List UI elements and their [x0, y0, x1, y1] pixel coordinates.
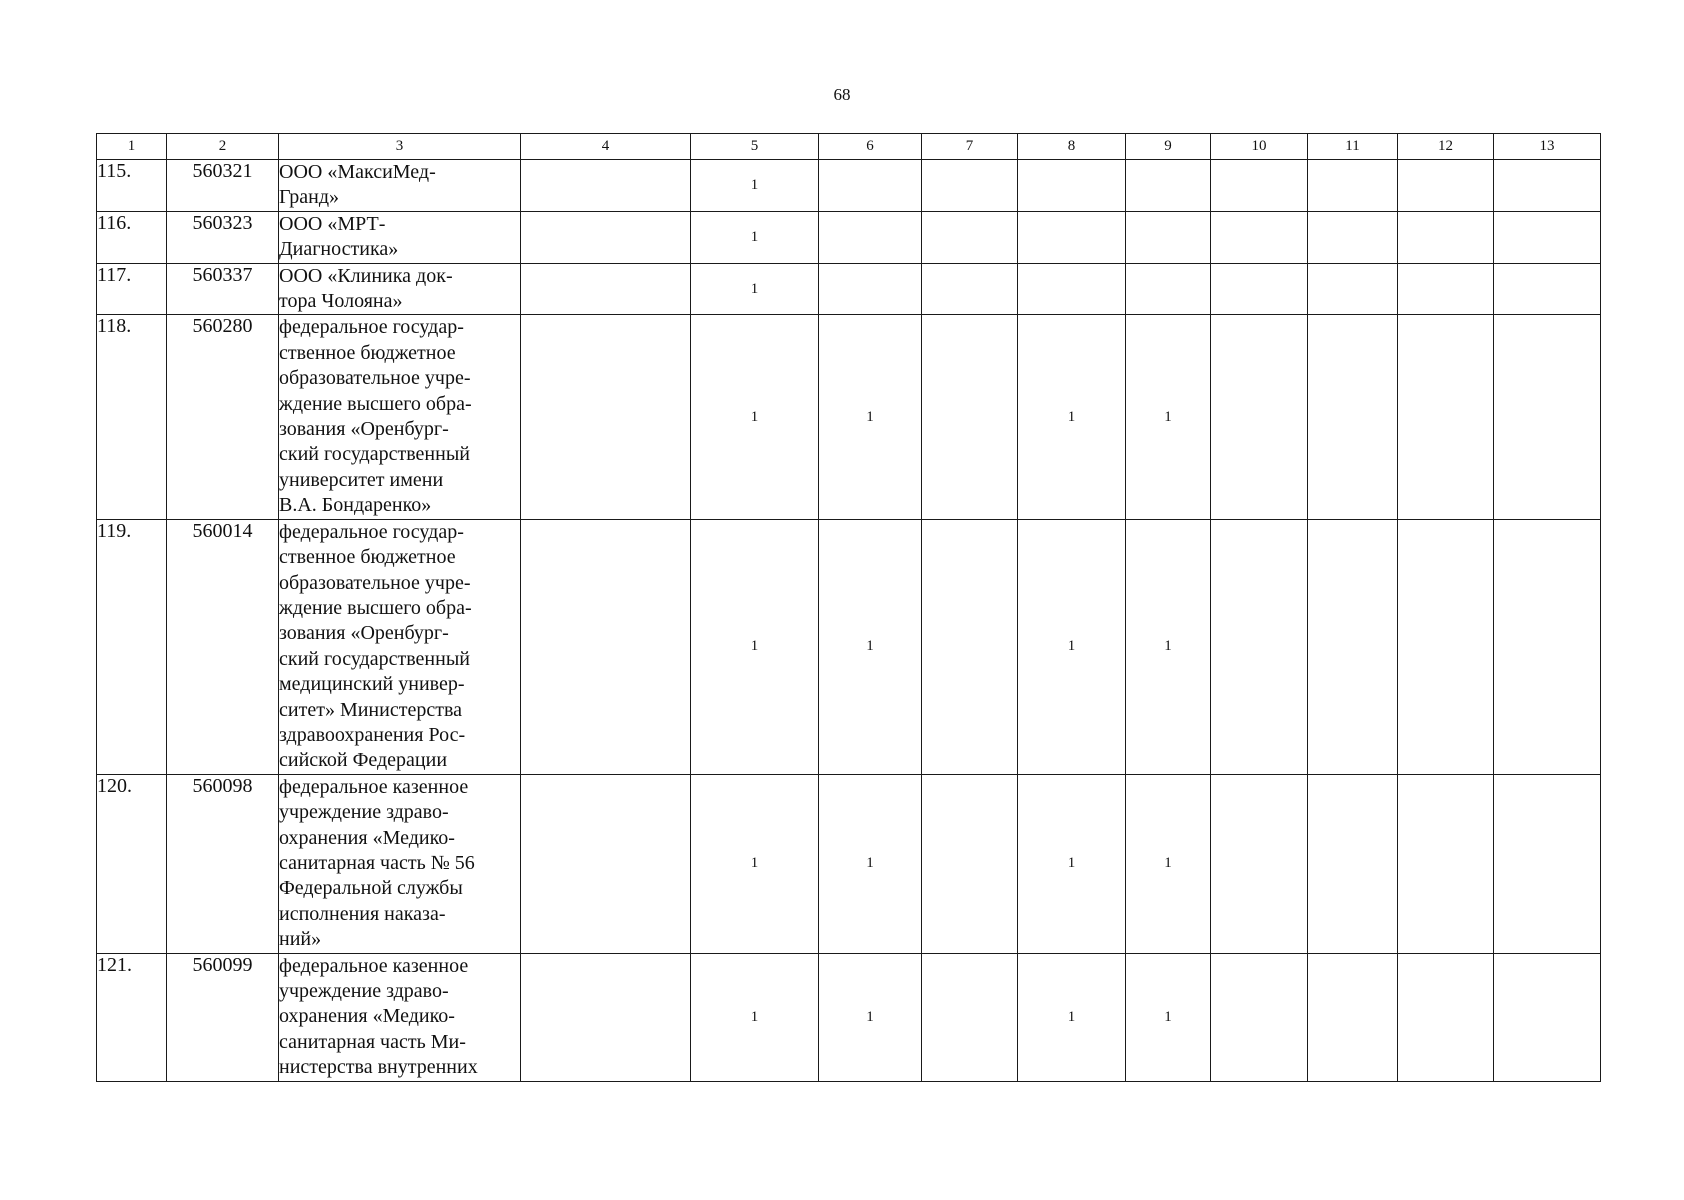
org-name-line: учреждение здраво-: [279, 801, 449, 824]
value-cell-7: [922, 519, 1018, 774]
row-number-cell: 121.: [97, 953, 167, 1081]
value-cell-8: 1: [1018, 315, 1126, 519]
value-cell-9: [1126, 211, 1211, 263]
org-name-line: федеральное государ-: [279, 520, 464, 543]
value-cell-7: [922, 953, 1018, 1081]
column-header: 1: [97, 134, 167, 160]
org-name-line: ждение высшего обра-: [279, 392, 472, 415]
value-cell-10: [1211, 160, 1308, 212]
value-cell-9: 1: [1126, 315, 1211, 519]
value-cell-12: [1398, 953, 1494, 1081]
value-cell-4: [521, 519, 691, 774]
org-name-cell: [279, 315, 521, 519]
value-cell-9: [1126, 263, 1211, 315]
value-cell-7: [922, 315, 1018, 519]
value-cell-10: [1211, 263, 1308, 315]
value-cell-7: [922, 263, 1018, 315]
value-cell-7: [922, 774, 1018, 953]
value-cell-9: 1: [1126, 953, 1211, 1081]
org-name-line: тора Чолояна»: [279, 290, 403, 313]
value-cell-6: [819, 211, 922, 263]
org-name-line: образовательное учре-: [279, 571, 471, 594]
value-cell-13: [1494, 315, 1601, 519]
org-name-line: ский государственный: [279, 443, 470, 466]
value-cell-5: 1: [691, 160, 819, 212]
table-body: [97, 160, 1601, 1082]
value-cell-10: [1211, 774, 1308, 953]
column-header: 7: [922, 134, 1018, 160]
column-header: 5: [691, 134, 819, 160]
column-header: 2: [167, 134, 279, 160]
org-name-line: Федеральной службы: [279, 877, 463, 900]
value-cell-8: [1018, 211, 1126, 263]
org-name-line: зования «Оренбург-: [279, 622, 449, 645]
value-cell-11: [1308, 774, 1398, 953]
value-cell-11: [1308, 953, 1398, 1081]
value-cell-13: [1494, 774, 1601, 953]
org-code-cell: 560014: [167, 519, 279, 774]
org-name-cell: [279, 953, 521, 1081]
value-cell-11: [1308, 160, 1398, 212]
org-name-line: санитарная часть Ми-: [279, 1030, 466, 1053]
column-header: 4: [521, 134, 691, 160]
org-name-line: федеральное государ-: [279, 316, 464, 339]
value-cell-12: [1398, 211, 1494, 263]
column-header: 6: [819, 134, 922, 160]
value-cell-4: [521, 263, 691, 315]
value-cell-5: 1: [691, 519, 819, 774]
org-code-cell: 560321: [167, 160, 279, 212]
org-name-line: нистерства внутренних: [279, 1056, 478, 1079]
org-name-line: ский государственный: [279, 647, 470, 670]
value-cell-11: [1308, 315, 1398, 519]
row-number-cell: 120.: [97, 774, 167, 953]
value-cell-12: [1398, 315, 1494, 519]
value-cell-5: 1: [691, 315, 819, 519]
org-name-cell: [279, 519, 521, 774]
org-name-line: университет имени: [279, 468, 444, 491]
value-cell-9: 1: [1126, 519, 1211, 774]
column-header: 8: [1018, 134, 1126, 160]
org-name-line: ООО «Клиника док-: [279, 264, 453, 287]
value-cell-4: [521, 953, 691, 1081]
value-cell-8: 1: [1018, 953, 1126, 1081]
org-name-line: федеральное казенное: [279, 775, 469, 798]
value-cell-8: 1: [1018, 519, 1126, 774]
org-name-line: медицинский универ-: [279, 673, 465, 696]
org-name-line: сийской Федерации: [279, 749, 448, 772]
org-name-line: Диагностика»: [279, 238, 399, 261]
value-cell-13: [1494, 953, 1601, 1081]
value-cell-9: [1126, 160, 1211, 212]
value-cell-5: 1: [691, 211, 819, 263]
value-cell-7: [922, 211, 1018, 263]
value-cell-8: [1018, 263, 1126, 315]
org-name-line: ний»: [279, 928, 322, 951]
value-cell-13: [1494, 160, 1601, 212]
org-name-line: ООО «МРТ-: [279, 212, 386, 235]
org-name-line: образовательное учре-: [279, 367, 471, 390]
row-number-cell: 116.: [97, 211, 167, 263]
row-number-cell: 118.: [97, 315, 167, 519]
row-number-cell: 119.: [97, 519, 167, 774]
value-cell-13: [1494, 263, 1601, 315]
org-name-line: санитарная часть № 56: [279, 851, 475, 874]
row-number-cell: 115.: [97, 160, 167, 212]
value-cell-6: [819, 160, 922, 212]
data-table: [96, 133, 1601, 1082]
header-row: [97, 134, 1601, 160]
value-cell-4: [521, 315, 691, 519]
org-name-cell: [279, 211, 521, 263]
value-cell-12: [1398, 263, 1494, 315]
org-code-cell: 560323: [167, 211, 279, 263]
table-row: [97, 160, 1601, 212]
column-header: 9: [1126, 134, 1211, 160]
table-row: [97, 953, 1601, 1081]
row-number-cell: 117.: [97, 263, 167, 315]
value-cell-10: [1211, 211, 1308, 263]
value-cell-12: [1398, 519, 1494, 774]
column-header: 13: [1494, 134, 1601, 160]
org-code-cell: 560098: [167, 774, 279, 953]
table-row: [97, 519, 1601, 774]
column-header: 12: [1398, 134, 1494, 160]
value-cell-11: [1308, 211, 1398, 263]
org-code-cell: 560337: [167, 263, 279, 315]
value-cell-12: [1398, 160, 1494, 212]
org-name-line: здравоохранения Рос-: [279, 723, 466, 746]
org-name-cell: [279, 263, 521, 315]
org-name-line: охранения «Медико-: [279, 826, 455, 849]
org-name-line: ждение высшего обра-: [279, 596, 472, 619]
value-cell-5: 1: [691, 263, 819, 315]
column-header: 10: [1211, 134, 1308, 160]
org-name-line: ситет» Министерства: [279, 698, 462, 721]
table-row: [97, 315, 1601, 519]
value-cell-7: [922, 160, 1018, 212]
table-row: [97, 263, 1601, 315]
table-row: [97, 774, 1601, 953]
value-cell-9: 1: [1126, 774, 1211, 953]
value-cell-13: [1494, 211, 1601, 263]
org-name-line: ственное бюджетное: [279, 341, 456, 364]
page-number: 68: [833, 85, 851, 104]
column-header: 3: [279, 134, 521, 160]
table-row: [97, 211, 1601, 263]
value-cell-4: [521, 211, 691, 263]
value-cell-11: [1308, 263, 1398, 315]
value-cell-4: [521, 774, 691, 953]
value-cell-11: [1308, 519, 1398, 774]
org-code-cell: 560280: [167, 315, 279, 519]
value-cell-6: 1: [819, 519, 922, 774]
value-cell-8: 1: [1018, 774, 1126, 953]
org-name-line: зования «Оренбург-: [279, 418, 449, 441]
value-cell-5: 1: [691, 774, 819, 953]
org-name-line: федеральное казенное: [279, 954, 469, 977]
org-name-line: исполнения наказа-: [279, 902, 446, 925]
org-name-cell: [279, 160, 521, 212]
org-code-cell: 560099: [167, 953, 279, 1081]
value-cell-13: [1494, 519, 1601, 774]
org-name-line: Гранд»: [279, 186, 340, 209]
value-cell-4: [521, 160, 691, 212]
value-cell-6: 1: [819, 953, 922, 1081]
value-cell-6: [819, 263, 922, 315]
value-cell-10: [1211, 315, 1308, 519]
org-name-line: В.А. Бондаренко»: [279, 494, 432, 517]
column-header: 11: [1308, 134, 1398, 160]
value-cell-10: [1211, 519, 1308, 774]
value-cell-10: [1211, 953, 1308, 1081]
value-cell-5: 1: [691, 953, 819, 1081]
org-name-cell: [279, 774, 521, 953]
value-cell-12: [1398, 774, 1494, 953]
org-name-line: ООО «МаксиМед-: [279, 161, 436, 183]
org-name-line: ственное бюджетное: [279, 546, 456, 569]
org-name-line: учреждение здраво-: [279, 980, 449, 1002]
value-cell-8: [1018, 160, 1126, 212]
org-name-line: охранения «Медико-: [279, 1005, 455, 1028]
value-cell-6: 1: [819, 774, 922, 953]
value-cell-6: 1: [819, 315, 922, 519]
